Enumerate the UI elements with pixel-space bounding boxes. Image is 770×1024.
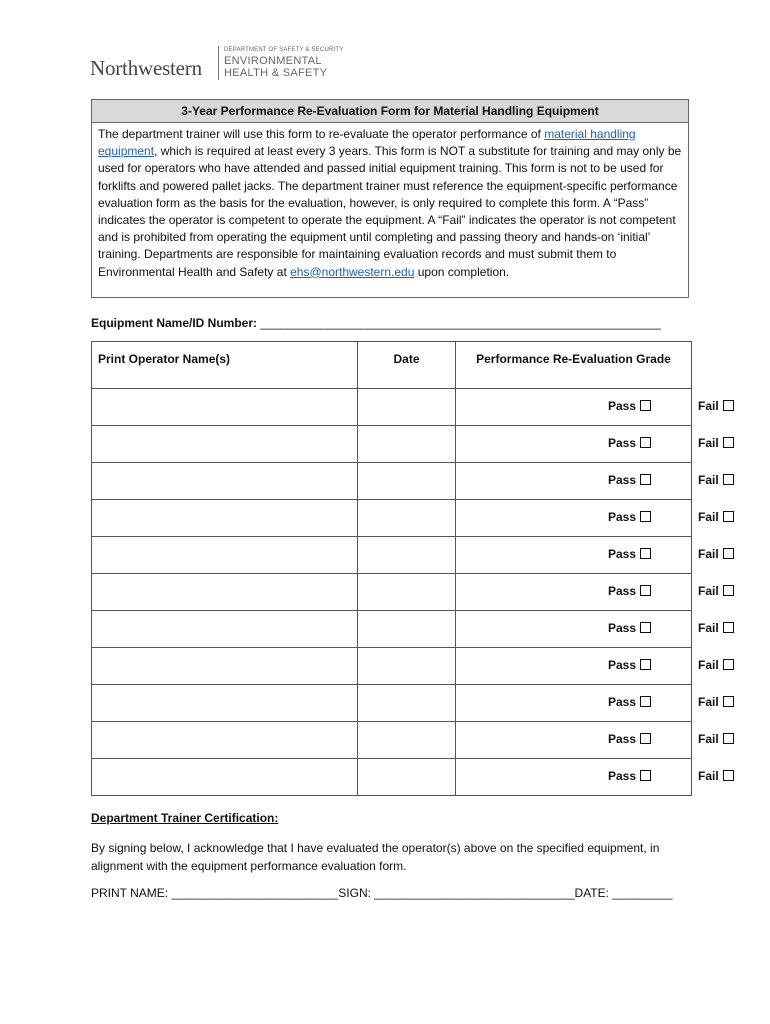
fail-label: Fail xyxy=(698,769,719,783)
date-cell[interactable] xyxy=(358,685,456,722)
fail-option[interactable] xyxy=(698,399,734,413)
operator-name-cell[interactable] xyxy=(92,648,358,685)
table-header-row xyxy=(92,342,692,389)
operator-name-cell[interactable] xyxy=(92,611,358,648)
grade-cell xyxy=(456,685,719,722)
date-cell[interactable] xyxy=(358,426,456,463)
date-cell[interactable] xyxy=(358,574,456,611)
operator-name-cell[interactable] xyxy=(92,389,358,426)
pass-label: Pass xyxy=(608,621,637,635)
pass-checkbox[interactable] xyxy=(640,437,651,448)
certification-title: Department Trainer Certification: xyxy=(91,811,279,825)
grade-cell xyxy=(456,537,719,574)
intro-text-1: The department trainer will use this form to re-evaluate the operator performance of xyxy=(98,127,545,141)
table-row xyxy=(92,759,692,796)
fail-option[interactable] xyxy=(698,473,734,487)
fail-option[interactable] xyxy=(698,547,734,561)
intro-box xyxy=(91,99,689,298)
operator-name-cell[interactable] xyxy=(92,463,358,500)
col-date: Date xyxy=(358,342,456,389)
fail-label: Fail xyxy=(698,658,719,672)
ehs-email-link[interactable]: ehs@northwestern.edu xyxy=(290,264,415,279)
fail-checkbox[interactable] xyxy=(723,696,734,707)
grade-cell xyxy=(456,463,719,500)
fail-label: Fail xyxy=(698,547,719,561)
table-row xyxy=(92,389,692,426)
pass-checkbox[interactable] xyxy=(640,696,651,707)
pass-option[interactable] xyxy=(608,547,651,561)
intro-text-3: upon completion. xyxy=(414,264,510,279)
logo-line-2: HEALTH & SAFETY xyxy=(224,67,328,79)
fail-checkbox[interactable] xyxy=(723,548,734,559)
fail-label: Fail xyxy=(698,399,719,413)
pass-checkbox[interactable] xyxy=(640,585,651,596)
fail-option[interactable] xyxy=(698,695,734,709)
pass-label: Pass xyxy=(608,510,637,524)
fail-checkbox[interactable] xyxy=(723,770,734,781)
fail-label: Fail xyxy=(698,473,719,487)
date-cell[interactable] xyxy=(358,611,456,648)
logo-line-1: ENVIRONMENTAL xyxy=(224,55,322,67)
equipment-label: Equipment Name/ID Number: xyxy=(91,316,258,330)
fail-label: Fail xyxy=(698,584,719,598)
grade-cell xyxy=(456,389,719,426)
fail-option[interactable] xyxy=(698,510,734,524)
fail-option[interactable] xyxy=(698,621,734,635)
fail-checkbox[interactable] xyxy=(723,585,734,596)
pass-option[interactable] xyxy=(608,510,651,524)
pass-option[interactable] xyxy=(608,399,651,413)
fail-label: Fail xyxy=(698,695,719,709)
fail-option[interactable] xyxy=(698,658,734,672)
operator-name-cell[interactable] xyxy=(92,500,358,537)
table-row xyxy=(92,685,692,722)
intro-paragraph xyxy=(92,123,688,281)
fail-checkbox[interactable] xyxy=(723,659,734,670)
fail-label: Fail xyxy=(698,510,719,524)
operator-name-cell[interactable] xyxy=(92,759,358,796)
pass-checkbox[interactable] xyxy=(640,659,651,670)
operator-name-cell[interactable] xyxy=(92,426,358,463)
col-operator-name: Print Operator Name(s) xyxy=(92,342,358,389)
pass-label: Pass xyxy=(608,399,637,413)
pass-checkbox[interactable] xyxy=(640,474,651,485)
grade-cell xyxy=(456,648,719,685)
intro-text-2: , which is required at least every 3 years. This form is NOT a substitute for training and may only be used for operators who have attended and passed initial equipment training. This form is not to be used for forklifts and powered pallet jacks. The department trainer must reference the equipment-specific performance evaluation form as the basis for the evaluation, however, is only required to complete this form. A “Pass” indicates the operator is competent to operate the equipment. A “Fail” indicates the operator is not competent and is prohibited from operating the equipment until completing and passing theory and hands-on ‘initial’ training. Departments are responsible for maintaining evaluation records and must submit them to Environmental Health and Safety at xyxy=(98,144,682,279)
fail-option[interactable] xyxy=(698,732,734,746)
table-row xyxy=(92,574,692,611)
pass-checkbox[interactable] xyxy=(640,548,651,559)
logo-department: DEPARTMENT OF SAFETY & SECURITY xyxy=(224,47,344,53)
pass-checkbox[interactable] xyxy=(640,770,651,781)
pass-option[interactable] xyxy=(608,695,651,709)
form-title: 3-Year Performance Re-Evaluation Form for Material Handling Equipment xyxy=(92,100,688,123)
pass-label: Pass xyxy=(608,436,637,450)
pass-label: Pass xyxy=(608,695,637,709)
pass-label: Pass xyxy=(608,769,637,783)
pass-checkbox[interactable] xyxy=(640,733,651,744)
date-cell[interactable] xyxy=(358,389,456,426)
date-cell[interactable] xyxy=(358,463,456,500)
pass-option[interactable] xyxy=(608,436,651,450)
logo-divider xyxy=(218,46,219,80)
operator-name-cell[interactable] xyxy=(92,685,358,722)
signature-line[interactable]: PRINT NAME: _________________________SIGN: ______________________________DATE: _________ xyxy=(91,886,673,900)
grade-cell xyxy=(456,426,719,463)
table-body xyxy=(92,389,719,796)
fail-option[interactable] xyxy=(698,769,734,783)
pass-checkbox[interactable] xyxy=(640,622,651,633)
table-row xyxy=(92,463,692,500)
fail-checkbox[interactable] xyxy=(723,622,734,633)
table-row xyxy=(92,722,692,759)
pass-label: Pass xyxy=(608,584,637,598)
table-row xyxy=(92,500,692,537)
fail-option[interactable] xyxy=(698,436,734,450)
fail-checkbox[interactable] xyxy=(723,511,734,522)
table-row xyxy=(92,537,692,574)
evaluation-table xyxy=(91,341,719,796)
table-row xyxy=(92,611,692,648)
date-cell[interactable] xyxy=(358,648,456,685)
fail-label: Fail xyxy=(698,732,719,746)
material-handling-link[interactable]: material handling equipment xyxy=(98,127,636,159)
fail-option[interactable] xyxy=(698,584,734,598)
col-grade: Performance Re-Evaluation Grade xyxy=(456,342,692,389)
equipment-blank[interactable]: ____________________________________________________________ xyxy=(257,316,661,330)
pass-label: Pass xyxy=(608,732,637,746)
logo-wordmark: Northwestern xyxy=(90,56,202,80)
pass-label: Pass xyxy=(608,658,637,672)
date-cell[interactable] xyxy=(358,759,456,796)
certification-text: By signing below, I acknowledge that I have evaluated the operator(s) above on the specified equipment, in alignment with the equipment performance evaluation form. xyxy=(91,841,660,873)
fail-label: Fail xyxy=(698,436,719,450)
operator-name-cell[interactable] xyxy=(92,722,358,759)
pass-option[interactable] xyxy=(608,658,651,672)
table-row xyxy=(92,648,692,685)
fail-checkbox[interactable] xyxy=(723,733,734,744)
pass-label: Pass xyxy=(608,473,637,487)
fail-checkbox[interactable] xyxy=(723,437,734,448)
operator-name-cell[interactable] xyxy=(92,537,358,574)
fail-checkbox[interactable] xyxy=(723,474,734,485)
pass-checkbox[interactable] xyxy=(640,511,651,522)
grade-cell xyxy=(456,722,719,759)
pass-label: Pass xyxy=(608,547,637,561)
grade-cell xyxy=(456,500,719,537)
date-cell[interactable] xyxy=(358,722,456,759)
fail-label: Fail xyxy=(698,621,719,635)
date-cell[interactable] xyxy=(358,537,456,574)
grade-cell xyxy=(456,611,719,648)
pass-option[interactable] xyxy=(608,473,651,487)
pass-option[interactable] xyxy=(608,732,651,746)
fail-checkbox[interactable] xyxy=(723,400,734,411)
table-row xyxy=(92,426,692,463)
pass-checkbox[interactable] xyxy=(640,400,651,411)
pass-option[interactable] xyxy=(608,769,651,783)
equipment-id-field[interactable] xyxy=(91,316,661,330)
pass-option[interactable] xyxy=(608,584,651,598)
pass-option[interactable] xyxy=(608,621,651,635)
grade-cell xyxy=(456,759,719,796)
operator-name-cell[interactable] xyxy=(92,574,358,611)
grade-cell xyxy=(456,574,719,611)
date-cell[interactable] xyxy=(358,500,456,537)
